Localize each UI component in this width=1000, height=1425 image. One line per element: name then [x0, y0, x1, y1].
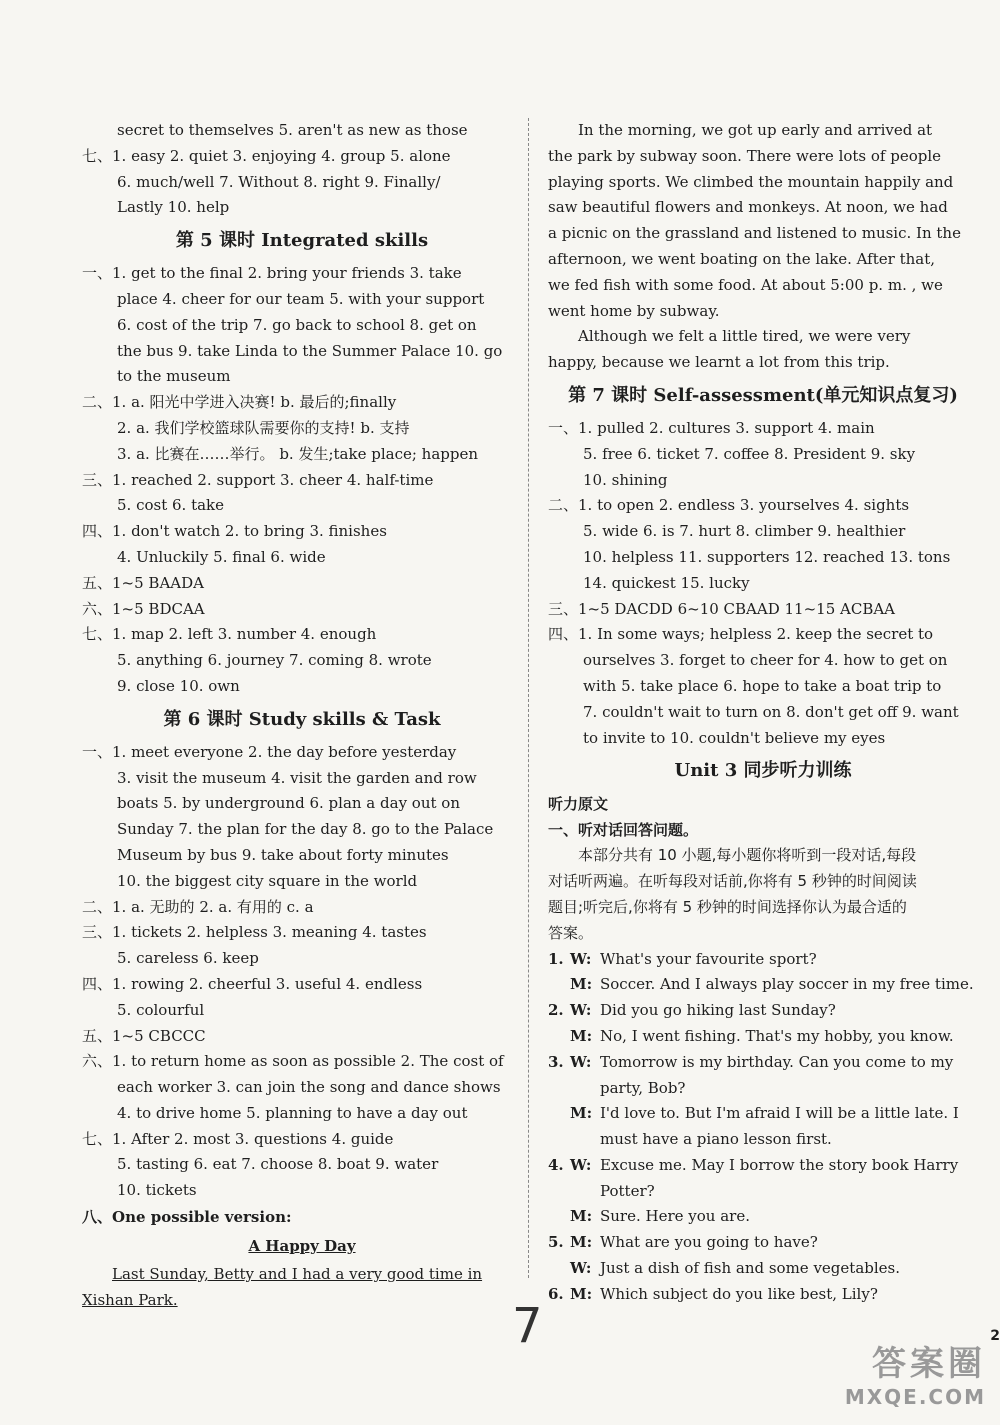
dialogue-line	[548, 1024, 978, 1050]
answer-line: 7. couldn't wait to turn on 8. don't get off 9. want	[583, 702, 959, 721]
answer-line: 二、1. a. 阳光中学进入决赛! b. 最后的;finally	[82, 393, 397, 412]
watermark-url: MXQE.COM	[844, 1385, 986, 1409]
essay-line: afternoon, we went boating on the lake. After that,	[548, 249, 936, 268]
essay-line: Xishan Park.	[82, 1290, 178, 1309]
dialogue-text: Just a dish of fish and some vegetables.	[600, 1259, 900, 1278]
answer-line: to the museum	[117, 367, 231, 386]
dialogue-speaker: W:	[570, 1001, 592, 1020]
essay-line: a picnic on the grassland and listened to music. In the	[548, 224, 961, 243]
dialogue-line	[548, 1050, 978, 1076]
dialogue-line	[548, 1076, 978, 1102]
dialogue-line	[548, 998, 978, 1024]
dialogue-line	[548, 1230, 978, 1256]
dialogue-line	[548, 1153, 978, 1179]
dialogue-text: Which subject do you like best, Lily?	[600, 1284, 878, 1303]
answer-line: 10. shining	[583, 470, 668, 489]
answer-line: secret to themselves 5. aren't as new as those	[117, 121, 468, 139]
answer-line: 3. visit the museum 4. visit the garden and row	[117, 768, 477, 787]
answer-line: Sunday 7. the plan for the day 8. go to the Palace	[117, 820, 494, 839]
dialogue-text: What are you going to have?	[600, 1233, 818, 1252]
dialogue-line	[548, 1282, 978, 1308]
handwritten-mark: 7	[512, 1298, 543, 1354]
dialogue-text: must have a piano lesson first.	[600, 1130, 832, 1149]
answer-line: 6. cost of the trip 7. go back to school 8. get on	[117, 315, 477, 334]
answer-line: 一、1. get to the final 2. bring your friends 3. take	[82, 264, 462, 283]
answer-line: 6. much/well 7. Without 8. right 9. Finally/	[117, 172, 441, 191]
answer-line: 七、1. After 2. most 3. questions 4. guide	[82, 1129, 394, 1148]
answer-line: 5. wide 6. is 7. hurt 8. climber 9. healthier	[583, 522, 906, 541]
answer-line: 2. a. 我们学校篮球队需要你的支持! b. 支持	[117, 418, 410, 437]
dialogue-text: Tomorrow is my birthday. Can you come to my	[600, 1052, 954, 1071]
answer-line: 10. the biggest city square in the world	[117, 871, 418, 890]
essay-line: Although we felt a little tired, we were very	[578, 327, 911, 346]
answer-line: 三、1. reached 2. support 3. cheer 4. half-time	[82, 470, 434, 489]
dialogue-line	[548, 1127, 978, 1153]
dialogue-speaker: M:	[570, 975, 593, 994]
dialogue-text: Soccer. And I always play soccer in my free time.	[600, 975, 974, 994]
essay-line: Last Sunday, Betty and I had a very good time in	[112, 1265, 483, 1284]
watermark	[786, 1336, 986, 1409]
listening-label: 听力原文	[548, 795, 609, 814]
essay-line: saw beautiful flowers and monkeys. At noon, we had	[548, 198, 948, 217]
dialogue-line	[548, 972, 978, 998]
dialogue-text: Did you go hiking last Sunday?	[600, 1001, 836, 1020]
answer-line: 四、1. In some ways; helpless 2. keep the secret to	[548, 625, 934, 644]
answer-line: boats 5. by underground 6. plan a day out on	[117, 794, 460, 813]
answer-line: 5. colourful	[117, 1000, 205, 1019]
answer-line: 二、1. a. 无助的 2. a. 有用的 c. a	[82, 897, 314, 916]
essay-line: happy, because we learnt a lot from this trip.	[548, 353, 890, 372]
answer-line: 4. Unluckily 5. final 6. wide	[117, 547, 326, 566]
instruction-line: 答案。	[548, 923, 594, 942]
dialogue-number: 6.	[548, 1284, 564, 1303]
column-divider	[528, 118, 529, 1278]
answer-line: 10. helpless 11. supporters 12. reached 13. tons	[583, 547, 951, 566]
essay-line: the park by subway soon. There were lots of people	[548, 146, 942, 165]
answer-line: 四、1. rowing 2. cheerful 3. useful 4. endless	[82, 974, 423, 993]
dialogue-text: No, I went fishing. That's my hobby, you know.	[600, 1026, 954, 1045]
answer-line: 5. free 6. ticket 7. coffee 8. President 9. sky	[583, 444, 916, 463]
answer-line: place 4. cheer for our team 5. with your support	[117, 289, 485, 308]
answer-line: 3. a. 比赛在……举行。 b. 发生;take place; happen	[117, 444, 479, 463]
dialogue-text: party, Bob?	[600, 1078, 686, 1097]
dialogue-number: 2.	[548, 1001, 564, 1020]
answer-line: Museum by bus 9. take about forty minutes	[117, 845, 449, 864]
dialogue-speaker: M:	[570, 1233, 593, 1252]
dialogue-number: 1.	[548, 949, 564, 968]
answer-line: 5. cost 6. take	[117, 496, 225, 515]
dialogue-line	[548, 1101, 978, 1127]
answer-line: 七、1. easy 2. quiet 3. enjoying 4. group 5. alone	[82, 146, 451, 165]
answer-line: each worker 3. can join the song and dance shows	[117, 1078, 501, 1097]
section-heading: 第 6 课时 Study skills & Task	[163, 708, 441, 730]
answer-line: 5. careless 6. keep	[117, 949, 259, 968]
answer-line: 四、1. don't watch 2. to bring 3. finishes	[82, 522, 387, 541]
essay-line: playing sports. We climbed the mountain happily and	[548, 172, 954, 191]
answer-line: Lastly 10. help	[117, 198, 230, 217]
answer-line: 三、1~5 DACDD 6~10 CBAAD 11~15 ACBAA	[548, 599, 896, 618]
answer-line: 4. to drive home 5. planning to have a day out	[117, 1103, 468, 1122]
dialogue-speaker: M:	[570, 1104, 593, 1123]
answer-line: 一、1. meet everyone 2. the day before yesterday	[82, 742, 457, 761]
essay-line: went home by subway.	[548, 301, 720, 320]
dialogue-number: 4.	[548, 1155, 564, 1174]
dialogue-text: Excuse me. May I borrow the story book Harry	[600, 1155, 959, 1174]
answer-line: 9. close 10. own	[117, 676, 240, 695]
dialogue-text: What's your favourite sport?	[600, 949, 817, 968]
watermark-logo: 答案圈	[872, 1344, 986, 1384]
answer-line: 五、1~5 BAADA	[82, 573, 204, 592]
answer-line: 5. tasting 6. eat 7. choose 8. boat 9. water	[117, 1155, 439, 1174]
essay-line: In the morning, we got up early and arrived at	[578, 121, 933, 139]
right-column	[548, 118, 978, 1308]
answer-line: 二、1. to open 2. endless 3. yourselves 4. sights	[548, 496, 910, 515]
dialogue-line	[548, 1179, 978, 1205]
dialogue-line	[548, 947, 978, 973]
answer-line: 5. anything 6. journey 7. coming 8. wrote	[117, 651, 432, 670]
page-number: 2	[990, 1328, 1000, 1344]
answer-line: 10. tickets	[117, 1181, 197, 1200]
section-heading: 第 7 课时 Self-assessment(单元知识点复习)	[568, 384, 958, 406]
answer-line: with 5. take place 6. hope to take a boat trip to	[583, 676, 942, 695]
dialogue-text: I'd love to. But I'm afraid I will be a little late. I	[600, 1104, 959, 1123]
answer-line: ourselves 3. forget to cheer for 4. how to get on	[583, 651, 948, 670]
dialogue-speaker: W:	[570, 1259, 592, 1278]
answer-line: to invite to 10. couldn't believe my eyes	[583, 728, 886, 747]
answer-line: 六、1. to return home as soon as possible 2. The cost of	[82, 1052, 504, 1071]
answer-line: 三、1. tickets 2. helpless 3. meaning 4. tastes	[82, 923, 427, 942]
dialogue-text: Potter?	[600, 1181, 655, 1200]
dialogue-speaker: W:	[570, 1155, 592, 1174]
dialogue-line	[548, 1204, 978, 1230]
answer-line: the bus 9. take Linda to the Summer Palace 10. go	[117, 341, 503, 360]
section-heading: 第 5 课时 Integrated skills	[175, 230, 429, 252]
dialogue-speaker: W:	[570, 1052, 592, 1071]
answer-line: 六、1~5 BDCAA	[82, 599, 205, 618]
dialogue-line	[548, 1256, 978, 1282]
essay-label: 八、One possible version:	[82, 1208, 292, 1227]
dialogue-text: Sure. Here you are.	[600, 1207, 750, 1226]
dialogue-speaker: M:	[570, 1026, 593, 1045]
answer-line: 14. quickest 15. lucky	[583, 573, 750, 592]
dialogue-number: 5.	[548, 1233, 564, 1252]
left-column	[82, 118, 522, 1314]
answer-line: 七、1. map 2. left 3. number 4. enough	[82, 625, 377, 644]
dialogue-speaker: M:	[570, 1284, 593, 1303]
unit-heading: Unit 3 同步听力训练	[674, 760, 852, 782]
instruction-line: 对话听两遍。在听每段对话前,你将有 5 秒钟的时间阅读	[548, 872, 917, 891]
instruction-line: 题目;听完后,你将有 5 秒钟的时间选择你认为最合适的	[548, 897, 907, 916]
instruction-line: 本部分共有 10 小题,每小题你将听到一段对话,每段	[578, 846, 917, 865]
essay-line: we fed fish with some food. At about 5:00 p. m. , we	[548, 275, 943, 294]
dialogue-number: 3.	[548, 1052, 564, 1071]
essay-title: A Happy Day	[248, 1237, 356, 1256]
dialogue-speaker: M:	[570, 1207, 593, 1226]
listening-part: 一、听对话回答问题。	[548, 821, 699, 840]
dialogue-speaker: W:	[570, 949, 592, 968]
answer-line: 五、1~5 CBCCC	[82, 1026, 206, 1045]
answer-line: 一、1. pulled 2. cultures 3. support 4. main	[548, 418, 875, 437]
